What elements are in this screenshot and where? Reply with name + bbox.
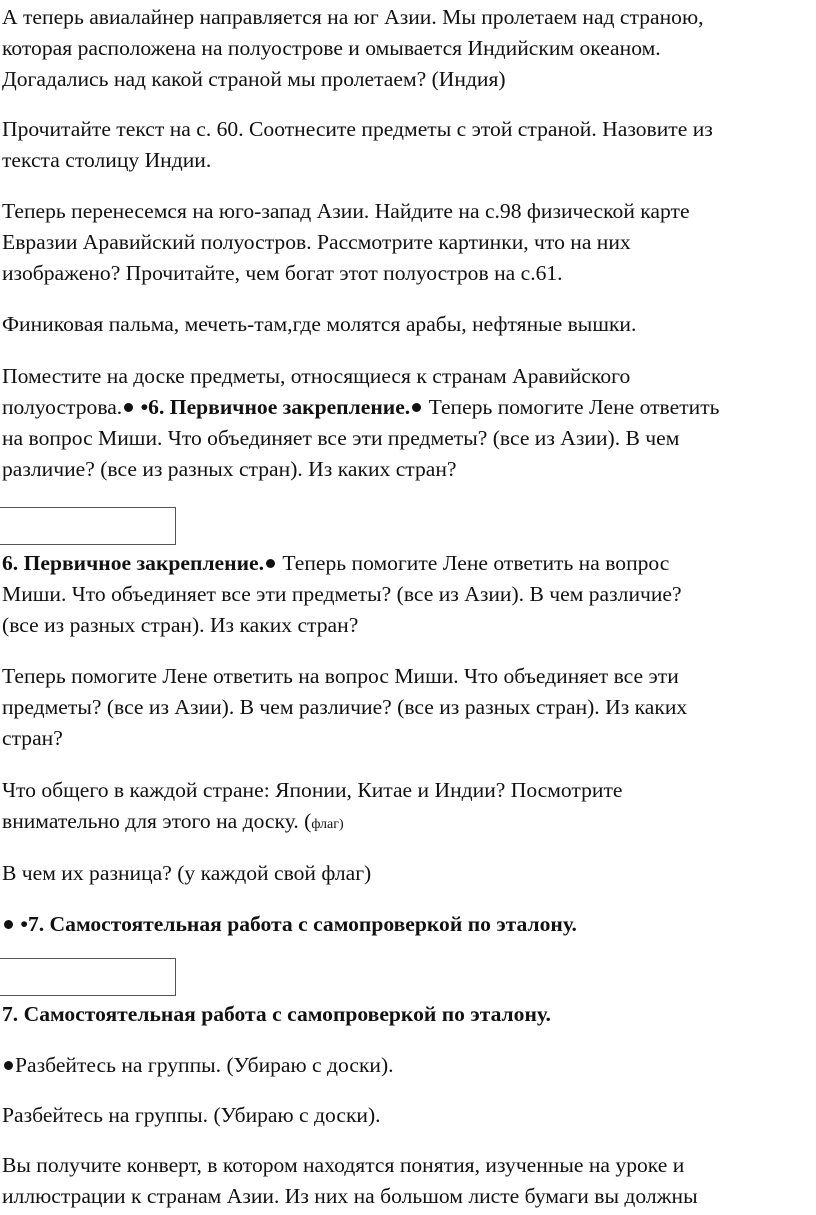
text-fragment: полуострова.	[2, 395, 123, 419]
section-heading-inline: •6. Первичное закрепление.	[140, 395, 411, 419]
section-heading: 7. Самостоятельная работа с самопроверкой по эталону.	[2, 1002, 551, 1026]
text-line: Что общего в каждой стране: Японии, Китае и Индии? Посмотрите	[2, 778, 623, 802]
paragraph-independent-work	[2, 999, 808, 1030]
paragraph-primary-consolidation	[2, 548, 808, 641]
bullet-icon	[124, 403, 133, 412]
text-line: Евразии Аравийский полуостров. Рассмотрите картинки, что на них	[2, 230, 631, 254]
text-line-mixed	[2, 548, 808, 579]
paragraph-arabia-items	[2, 309, 808, 340]
text-fragment: Разбейтесь на группы. (Убираю с доски).	[15, 1053, 394, 1077]
bullet-icon	[412, 403, 421, 412]
text-line: Разбейтесь на группы. (Убираю с доски).	[2, 1103, 381, 1127]
paragraph-groups	[2, 1100, 808, 1131]
text-line-mixed	[2, 806, 808, 840]
text-line: Поместите на доске предметы, относящиеся к странам Аравийского	[2, 364, 631, 388]
paragraph-help-lena	[2, 661, 808, 754]
text-fragment-small: флаг)	[311, 817, 344, 832]
paragraph-independent-work-bullet	[2, 909, 808, 940]
text-line: текста столицу Индии.	[2, 148, 212, 172]
text-line: Прочитайте текст на с. 60. Соотнесите предметы с этой страной. Назовите из	[2, 117, 713, 141]
paragraph-envelope	[2, 1150, 808, 1212]
paragraph-groups-bullet	[2, 1050, 808, 1081]
text-line: изображено? Прочитайте, чем богат этот полуостров на с.61.	[2, 261, 563, 285]
text-line: Догадались над какой страной мы пролетаем? (Индия)	[2, 67, 506, 91]
section-heading: •7. Самостоятельная работа с самопроверкой по эталону.	[20, 912, 577, 936]
text-line: предметы? (все из Азии). В чем различие? (все из разных стран). Из каких	[2, 695, 688, 719]
bullet-icon	[4, 1061, 13, 1070]
paragraph-arabian-peninsula	[2, 196, 808, 289]
text-line: А теперь авиалайнер направляется на юг Азии. Мы пролетаем над страною,	[2, 5, 704, 29]
text-line-mixed	[2, 909, 808, 940]
paragraph-board-items	[2, 361, 808, 485]
text-fragment: Теперь помогите Лене ответить на вопрос	[277, 551, 670, 575]
text-line-mixed	[2, 1050, 808, 1081]
text-line: на вопрос Миши. Что объединяет все эти предметы? (все из Азии). В чем	[2, 426, 680, 450]
bullet-icon	[4, 920, 13, 929]
text-line: (все из разных стран). Из каких стран?	[2, 613, 359, 637]
bullet-icon	[266, 559, 275, 568]
text-line: Вы получите конверт, в котором находятся понятия, изученные на уроке и	[2, 1153, 685, 1177]
empty-frame-box	[0, 507, 176, 545]
text-line: различие? (все из разных стран). Из каких стран?	[2, 457, 457, 481]
text-line-mixed	[2, 392, 808, 423]
paragraph-difference	[2, 858, 808, 889]
text-line: Миши. Что объединяет все эти предметы? (все из Азии). В чем различие?	[2, 582, 682, 606]
section-heading-inline: 6. Первичное закрепление.	[2, 551, 265, 575]
text-fragment: Теперь помогите Лене ответить	[428, 395, 720, 419]
paragraph-india-intro	[2, 2, 808, 95]
text-line: которая расположена на полуострове и омывается Индийским океаном.	[2, 36, 661, 60]
text-line: Теперь помогите Лене ответить на вопрос Миши. Что объединяет все эти	[2, 664, 679, 688]
text-line: стран?	[2, 726, 63, 750]
paragraph-read-text	[2, 114, 808, 176]
text-line: Теперь перенесемся на юго-запад Азии. Найдите на с.98 физической карте	[2, 199, 690, 223]
text-line: Финиковая пальма, мечеть-там,где молятся арабы, нефтяные вышки.	[2, 312, 637, 336]
text-line: иллюстрации к странам Азии. Из них на большом листе бумаги вы должны	[2, 1184, 698, 1208]
paragraph-common-features	[2, 775, 808, 840]
empty-frame-box	[0, 958, 176, 996]
text-line: В чем их разница? (у каждой свой флаг)	[2, 861, 372, 885]
text-fragment: внимательно для этого на доску. (	[2, 809, 312, 833]
